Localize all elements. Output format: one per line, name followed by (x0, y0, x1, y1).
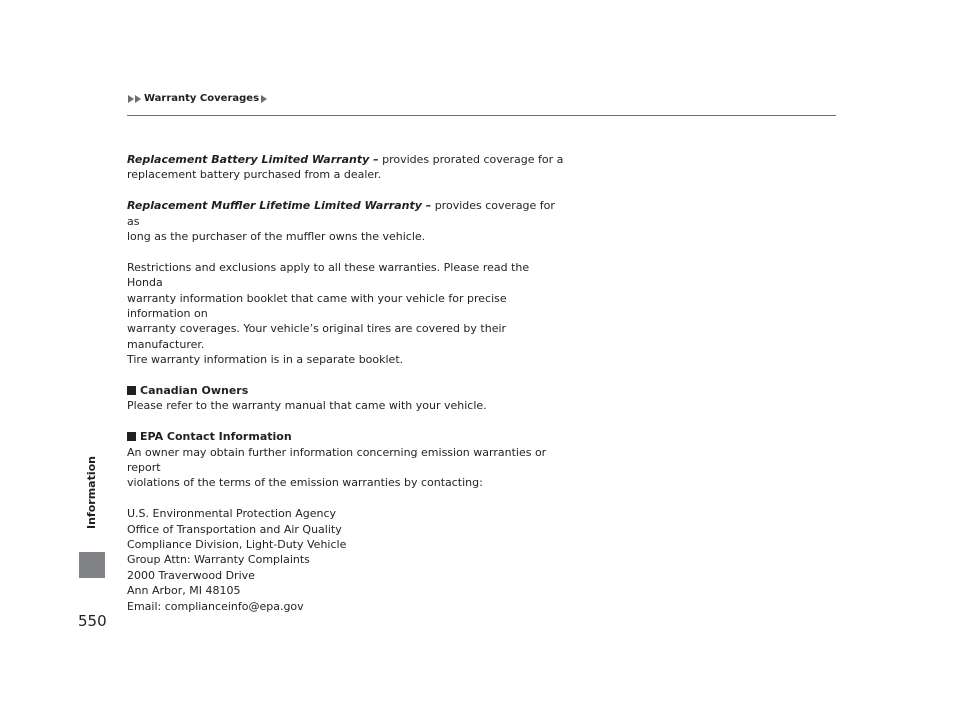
epa-address-block (127, 506, 567, 614)
restrictions-line: Restrictions and exclusions apply to all these warranties. Please read the Honda (127, 260, 530, 290)
muffler-warranty-text: provides coverage for as (127, 199, 555, 228)
breadcrumb-label[interactable]: Warranty Coverages (144, 93, 260, 104)
epa-contact-line: violations of the terms of the emission warranties by contacting: (127, 476, 483, 490)
address-line: U.S. Environmental Protection Agency (127, 507, 337, 521)
section-label: Information (84, 455, 98, 529)
address-line: Group Attn: Warranty Complaints (127, 553, 310, 567)
restrictions-line: warranty coverages. Your vehicle’s original tires are covered by their manufacturer. (127, 322, 507, 351)
breadcrumb-arrow-icon (135, 95, 141, 103)
muffler-warranty-text-2: long as the purchaser of the muffler owns the vehicle. (127, 230, 426, 244)
square-bullet-icon (127, 386, 136, 395)
address-line: 2000 Traverwood Drive (127, 568, 255, 582)
battery-warranty-text: provides prorated coverage for a (378, 153, 564, 166)
address-line: Office of Transportation and Air Quality (127, 522, 342, 536)
muffler-warranty-line (127, 198, 567, 229)
battery-warranty-line (127, 152, 567, 167)
square-bullet-icon (127, 432, 136, 441)
epa-contact-heading (127, 429, 567, 444)
restrictions-line: Tire warranty information is in a separate booklet. (127, 353, 404, 367)
canadian-owners-heading (127, 383, 567, 398)
email-line: Email: complianceinfo@epa.gov (127, 599, 304, 613)
breadcrumb[interactable] (128, 93, 268, 104)
breadcrumb-arrow-icon (261, 95, 267, 103)
canadian-owners-text: Please refer to the warranty manual that came with your vehicle. (127, 399, 487, 413)
battery-warranty-text-2: replacement battery purchased from a dealer. (127, 168, 382, 182)
canadian-owners-title: Canadian Owners (140, 384, 249, 398)
breadcrumb-arrow-icon (128, 95, 134, 103)
header-divider (127, 115, 836, 116)
section-tab-label (83, 442, 99, 542)
battery-warranty-title: Replacement Battery Limited Warranty – (127, 153, 379, 166)
section-tab-marker (79, 552, 105, 578)
address-line: Compliance Division, Light-Duty Vehicle (127, 538, 347, 552)
restrictions-line: warranty information booklet that came with your vehicle for precise information on (127, 291, 507, 321)
muffler-warranty-title: Replacement Muffler Lifetime Limited Warranty – (127, 199, 432, 213)
main-content (127, 152, 567, 614)
address-line: Ann Arbor, MI 48105 (127, 584, 241, 598)
epa-contact-line: An owner may obtain further information concerning emission warranties or report (127, 445, 547, 475)
page-number: 550 (78, 612, 107, 630)
epa-contact-title: EPA Contact Information (140, 430, 292, 444)
